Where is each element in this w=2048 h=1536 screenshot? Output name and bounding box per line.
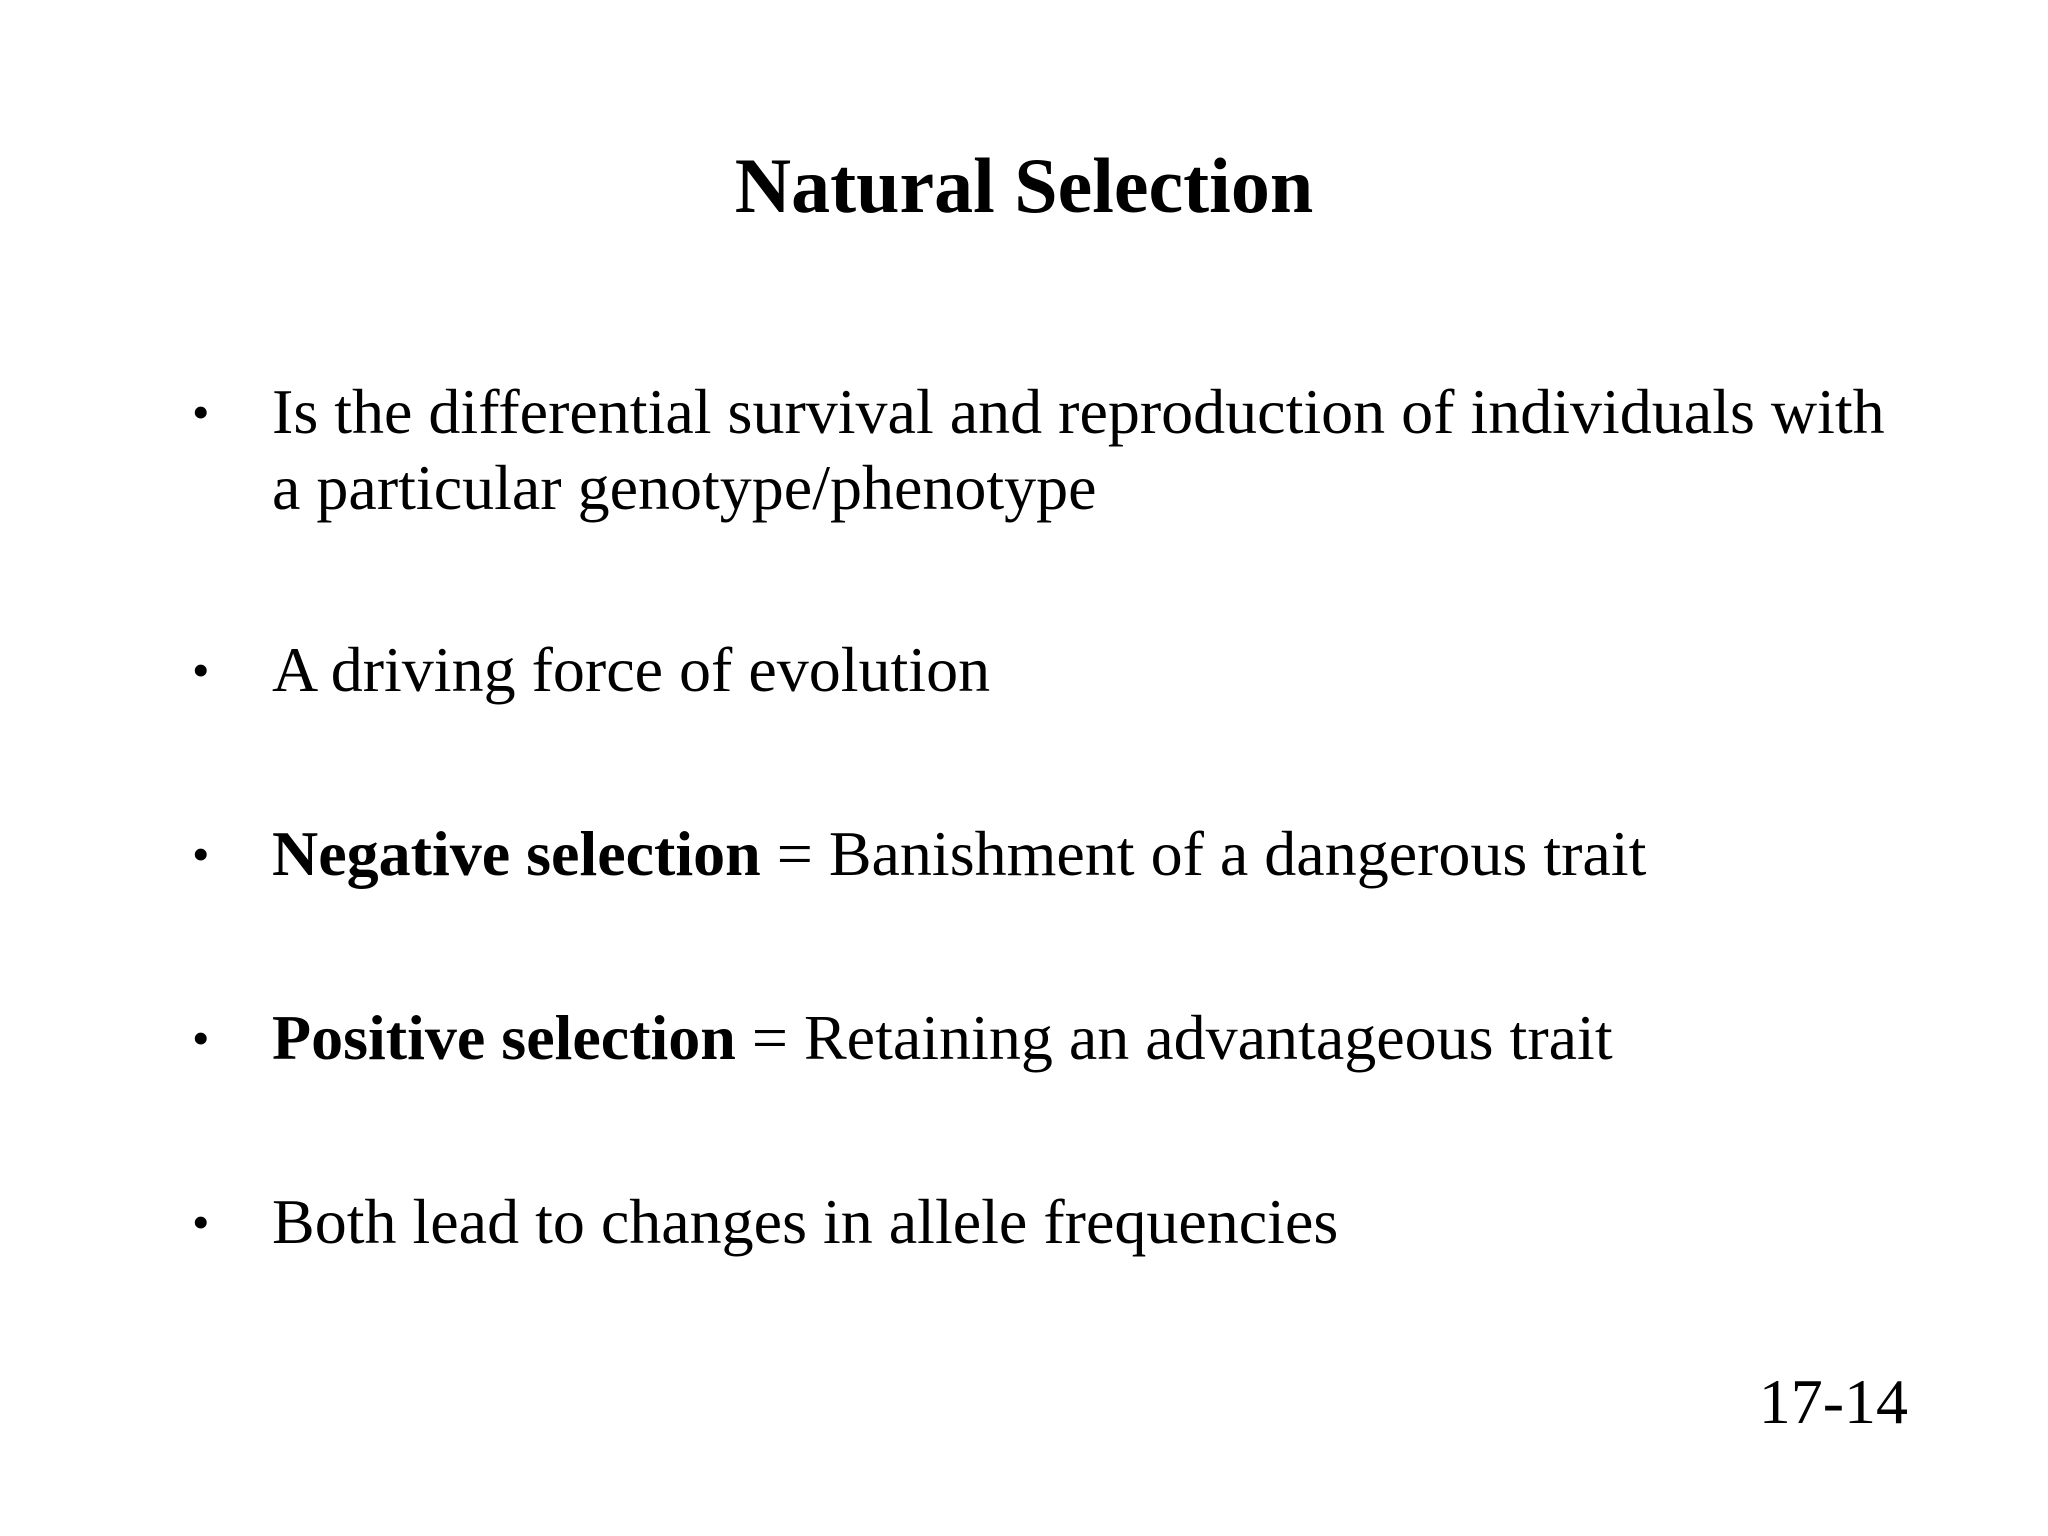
- bullet-text: [272, 1000, 1892, 1076]
- bullet-text: [272, 816, 1892, 892]
- bullet-definition: = Banishment of a dangerous trait: [760, 818, 1647, 889]
- slide-title: Natural Selection: [734, 142, 1314, 229]
- bullet-icon: •: [192, 1010, 210, 1066]
- bullet-term: Negative selection: [272, 818, 761, 889]
- bullet-icon: •: [192, 642, 210, 698]
- bullet-text: A driving force of evolution: [272, 634, 991, 705]
- bullet-text: Is the differential survival and reproduction of individuals with a particular genotype/phenotype: [272, 376, 1885, 523]
- bullet-icon: •: [192, 384, 210, 440]
- bullet-icon: •: [192, 826, 210, 882]
- bullet-icon: •: [192, 1194, 210, 1250]
- slide-number: 17-14: [1758, 1366, 1908, 1437]
- bullet-term: Positive selection: [272, 1002, 736, 1073]
- bullet-text: Both lead to changes in allele frequencies: [272, 1186, 1339, 1257]
- bullet-definition: = Retaining an advantageous trait: [735, 1002, 1613, 1073]
